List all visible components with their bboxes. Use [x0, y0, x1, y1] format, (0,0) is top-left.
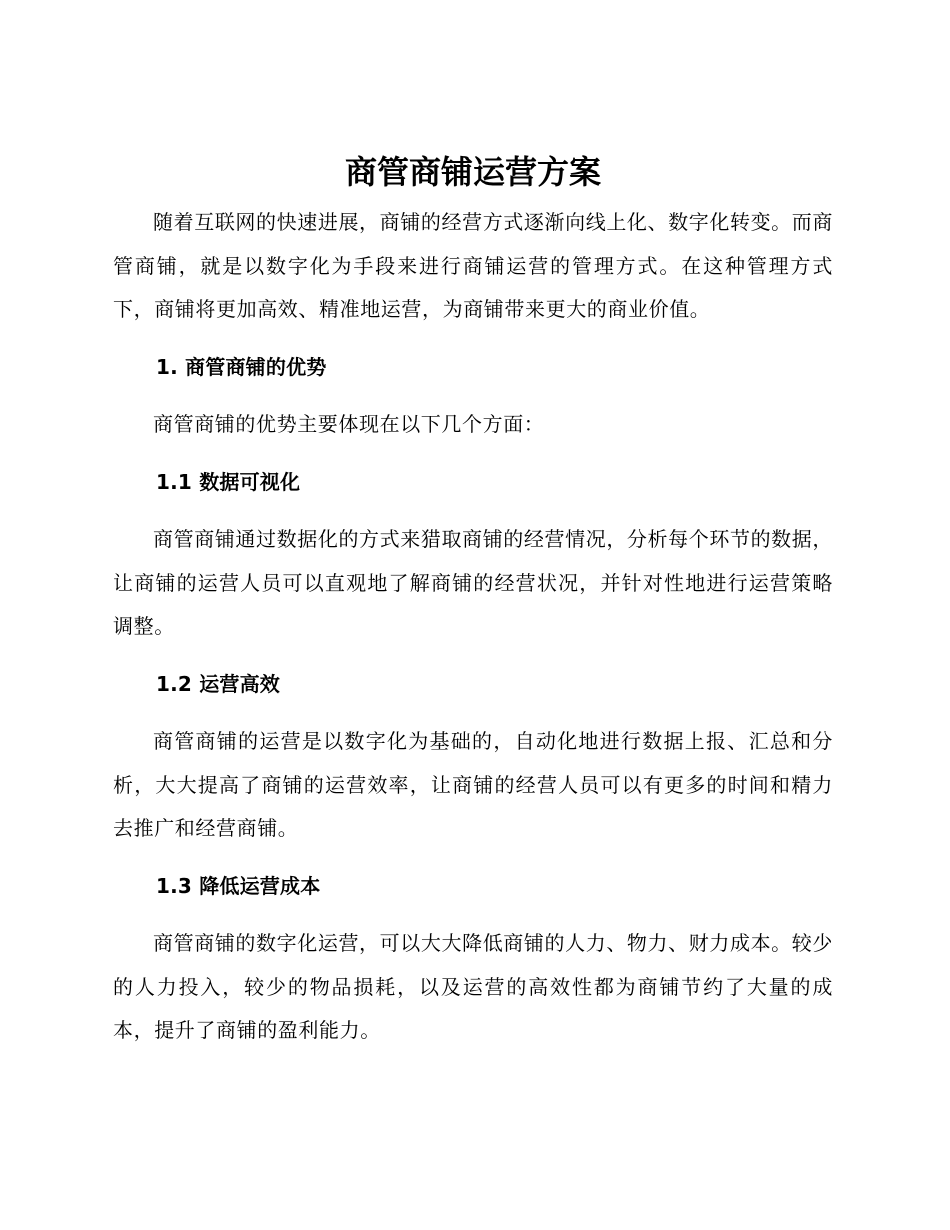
document-title: 商管商铺运营方案 — [344, 153, 601, 191]
section-1-intro-paragraph: 商管商铺的优势主要体现在以下几个方面： — [153, 412, 545, 436]
document-body — [113, 150, 833, 1053]
section-1-1-heading: 1.1 数据可视化 — [156, 469, 301, 494]
section-1-heading: 1. 商管商铺的优势 — [156, 354, 327, 379]
section-1-3-heading: 1.3 降低运营成本 — [156, 873, 321, 898]
section-1-3-paragraph: 商管商铺的数字化运营，可以大大降低商铺的人力、物力、财力成本。较少的人力投入，较少的物品损耗，以及运营的高效性都为商铺节约了大量的成本，提升了商铺的盈利能力。 — [113, 931, 833, 1042]
intro-paragraph: 随着互联网的快速进展，商铺的经营方式逐渐向线上化、数字化转变。而商管商铺，就是以数字化为手段来进行商铺运营的管理方式。在这种管理方式下，商铺将更加高效、精准地运营，为商铺带来更大的商业价值。 — [113, 210, 833, 321]
section-1-2-paragraph: 商管商铺的运营是以数字化为基础的，自动化地进行数据上报、汇总和分析，大大提高了商铺的运营效率，让商铺的经营人员可以有更多的时间和精力去推广和经营商铺。 — [113, 729, 833, 840]
section-1-2-heading: 1.2 运营高效 — [156, 671, 280, 696]
section-1-1-paragraph: 商管商铺通过数据化的方式来猎取商铺的经营情况，分析每个环节的数据，让商铺的运营人员可以直观地了解商铺的经营状况，并针对性地进行运营策略调整。 — [113, 527, 833, 638]
